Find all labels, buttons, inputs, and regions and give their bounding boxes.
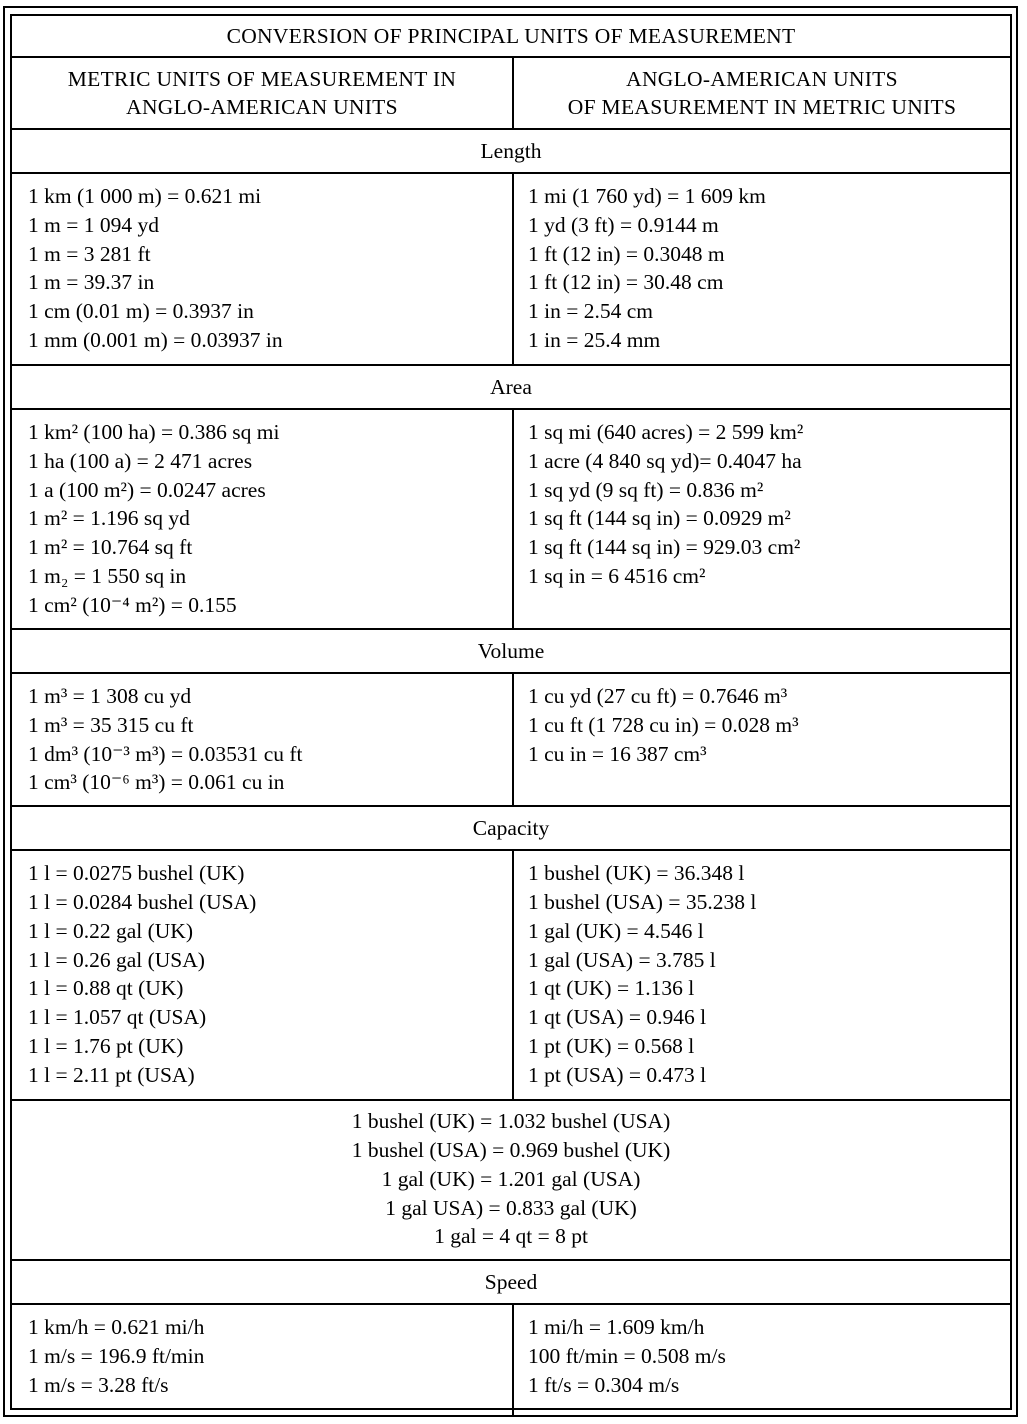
conversion-line: 1 ft/s = 0.304 m/s bbox=[528, 1372, 680, 1397]
capacity-shared-cell bbox=[12, 1100, 1010, 1260]
conversion-line: 1 dm³ (10⁻³ m³) = 0.03531 cu ft bbox=[28, 741, 303, 766]
conversion-line: 1 gal (UK) = 1.201 gal (USA) bbox=[381, 1166, 641, 1191]
conversion-line: 1 mi (1 760 yd) = 1 609 km bbox=[528, 184, 766, 208]
conversion-line: 1 sq mi (640 acres) = 2 599 km² bbox=[528, 420, 804, 444]
conversion-line: 1 pt (USA) = 0.473 l bbox=[528, 1062, 707, 1087]
conversion-line: 100 ft/min = 0.508 m/s bbox=[528, 1343, 726, 1368]
conversion-line: 1 m² = 10.764 sq ft bbox=[28, 535, 193, 560]
conversion-line: 1 gal (UK) = 4.546 l bbox=[528, 918, 704, 943]
area-anglo-cell bbox=[513, 409, 1010, 629]
header-line: METRIC UNITS OF MEASUREMENT IN bbox=[67, 67, 457, 91]
conversion-line: 1 gal USA) = 0.833 gal (UK) bbox=[385, 1195, 637, 1220]
table-title: CONVERSION OF PRINCIPAL UNITS OF MEASUREMENT bbox=[12, 16, 1010, 57]
speed-metric-cell bbox=[12, 1304, 513, 1417]
column-header-anglo bbox=[513, 57, 1010, 129]
section-header-area: Area bbox=[12, 365, 1010, 409]
column-header-metric bbox=[12, 57, 513, 129]
conversion-line: 1 l = 0.0284 bushel (USA) bbox=[28, 889, 257, 914]
length-anglo-cell bbox=[513, 173, 1010, 365]
conversion-line: 1 m² = 1.196 sq yd bbox=[28, 506, 190, 531]
conversion-line: 1 km (1 000 m) = 0.621 mi bbox=[28, 184, 262, 208]
conversion-line: 1 l = 1.76 pt (UK) bbox=[28, 1033, 184, 1058]
conversion-line: 1 l = 1.057 qt (USA) bbox=[28, 1005, 207, 1030]
conversion-line: 1 m = 1 094 yd bbox=[28, 212, 159, 237]
conversion-line: 1 cu yd (27 cu ft) = 0.7646 m³ bbox=[528, 684, 788, 708]
capacity-anglo-cell bbox=[513, 850, 1010, 1100]
area-metric-cell bbox=[12, 409, 513, 629]
conversion-line: 1 ft (12 in) = 0.3048 m bbox=[528, 241, 725, 266]
conversion-line: 1 bushel (UK) = 36.348 l bbox=[528, 861, 745, 886]
conversion-line: 1 km² (100 ha) = 0.386 sq mi bbox=[28, 420, 280, 444]
conversion-line: 1 gal (USA) = 3.785 l bbox=[528, 947, 716, 972]
conversion-line: 1 sq yd (9 sq ft) = 0.836 m² bbox=[528, 477, 764, 502]
conversion-line: 1 cu in = 16 387 cm³ bbox=[528, 741, 707, 766]
conversion-line: 1 m = 39.37 in bbox=[28, 270, 155, 295]
speed-anglo-cell bbox=[513, 1304, 1010, 1417]
conversion-line: 1 sq ft (144 sq in) = 0.0929 m² bbox=[528, 506, 791, 531]
conversion-line: 1 l = 0.0275 bushel (UK) bbox=[28, 861, 245, 886]
conversion-line: 1 l = 2.11 pt (USA) bbox=[28, 1062, 195, 1087]
conversion-line: 1 in = 2.54 cm bbox=[528, 299, 653, 324]
conversion-line: 1 yd (3 ft) = 0.9144 m bbox=[528, 212, 719, 237]
conversion-line: 1 cu ft (1 728 cu in) = 0.028 m³ bbox=[528, 712, 799, 737]
conversion-line: 1 ha (100 a) = 2 471 acres bbox=[28, 448, 253, 473]
length-metric-cell bbox=[12, 173, 513, 365]
section-header-speed: Speed bbox=[12, 1260, 1010, 1304]
conversion-line: 1 pt (UK) = 0.568 l bbox=[528, 1033, 695, 1058]
conversion-line: 1 bushel (USA) = 0.969 bushel (UK) bbox=[351, 1137, 671, 1162]
conversion-line: 1 cm (0.01 m) = 0.3937 in bbox=[28, 299, 254, 324]
conversion-line: 1 cm³ (10⁻⁶ m³) = 0.061 cu in bbox=[28, 770, 285, 795]
conversion-line: 1 bushel (UK) = 1.032 bushel (USA) bbox=[351, 1109, 671, 1134]
conversion-line: 1 bushel (USA) = 35.238 l bbox=[528, 889, 757, 914]
conversion-line: 1 l = 0.22 gal (UK) bbox=[28, 918, 193, 943]
conversion-line: 1 m³ = 1 308 cu yd bbox=[28, 684, 192, 708]
header-line: ANGLO-AMERICAN UNITS bbox=[126, 95, 398, 119]
conversion-line: 1 sq ft (144 sq in) = 929.03 cm² bbox=[528, 535, 801, 560]
conversion-line: 1 l = 0.26 gal (USA) bbox=[28, 947, 205, 972]
section-header-length: Length bbox=[12, 129, 1010, 173]
conversion-line: 1 a (100 m²) = 0.0247 acres bbox=[28, 477, 266, 502]
conversion-line: 1 m = 3 281 ft bbox=[28, 241, 151, 266]
conversion-line: 1 acre (4 840 sq yd)= 0.4047 ha bbox=[528, 448, 802, 473]
conversion-line: 1 km/h = 0.621 mi/h bbox=[28, 1315, 205, 1340]
conversion-line: 1 m₂ = 1 550 sq in bbox=[28, 563, 187, 588]
section-header-volume: Volume bbox=[12, 629, 1010, 673]
conversion-table bbox=[12, 16, 1010, 1417]
conversion-line: 1 mm (0.001 m) = 0.03937 in bbox=[28, 327, 283, 352]
conversion-line: 1 qt (UK) = 1.136 l bbox=[528, 976, 695, 1001]
conversion-line: 1 ft (12 in) = 30.48 cm bbox=[528, 270, 724, 295]
conversion-line: 1 qt (USA) = 0.946 l bbox=[528, 1005, 707, 1030]
conversion-line: 1 m³ = 35 315 cu ft bbox=[28, 712, 194, 737]
conversion-line: 1 l = 0.88 qt (UK) bbox=[28, 976, 184, 1001]
section-header-capacity: Capacity bbox=[12, 806, 1010, 850]
conversion-line: 1 in = 25.4 mm bbox=[528, 327, 661, 352]
volume-anglo-cell bbox=[513, 673, 1010, 806]
conversion-line: 1 gal = 4 qt = 8 pt bbox=[434, 1224, 588, 1249]
capacity-metric-cell bbox=[12, 850, 513, 1100]
volume-metric-cell bbox=[12, 673, 513, 806]
conversion-line: 1 mi/h = 1.609 km/h bbox=[528, 1315, 705, 1340]
header-line: ANGLO-AMERICAN UNITS bbox=[626, 67, 898, 91]
conversion-line: 1 m/s = 196.9 ft/min bbox=[28, 1343, 205, 1368]
conversion-line: 1 m/s = 3.28 ft/s bbox=[28, 1372, 169, 1397]
conversion-line: 1 sq in = 6 4516 cm² bbox=[528, 563, 706, 588]
conversion-line: 1 cm² (10⁻⁴ m²) = 0.155 bbox=[28, 592, 237, 617]
header-line: OF MEASUREMENT IN METRIC UNITS bbox=[567, 95, 957, 119]
